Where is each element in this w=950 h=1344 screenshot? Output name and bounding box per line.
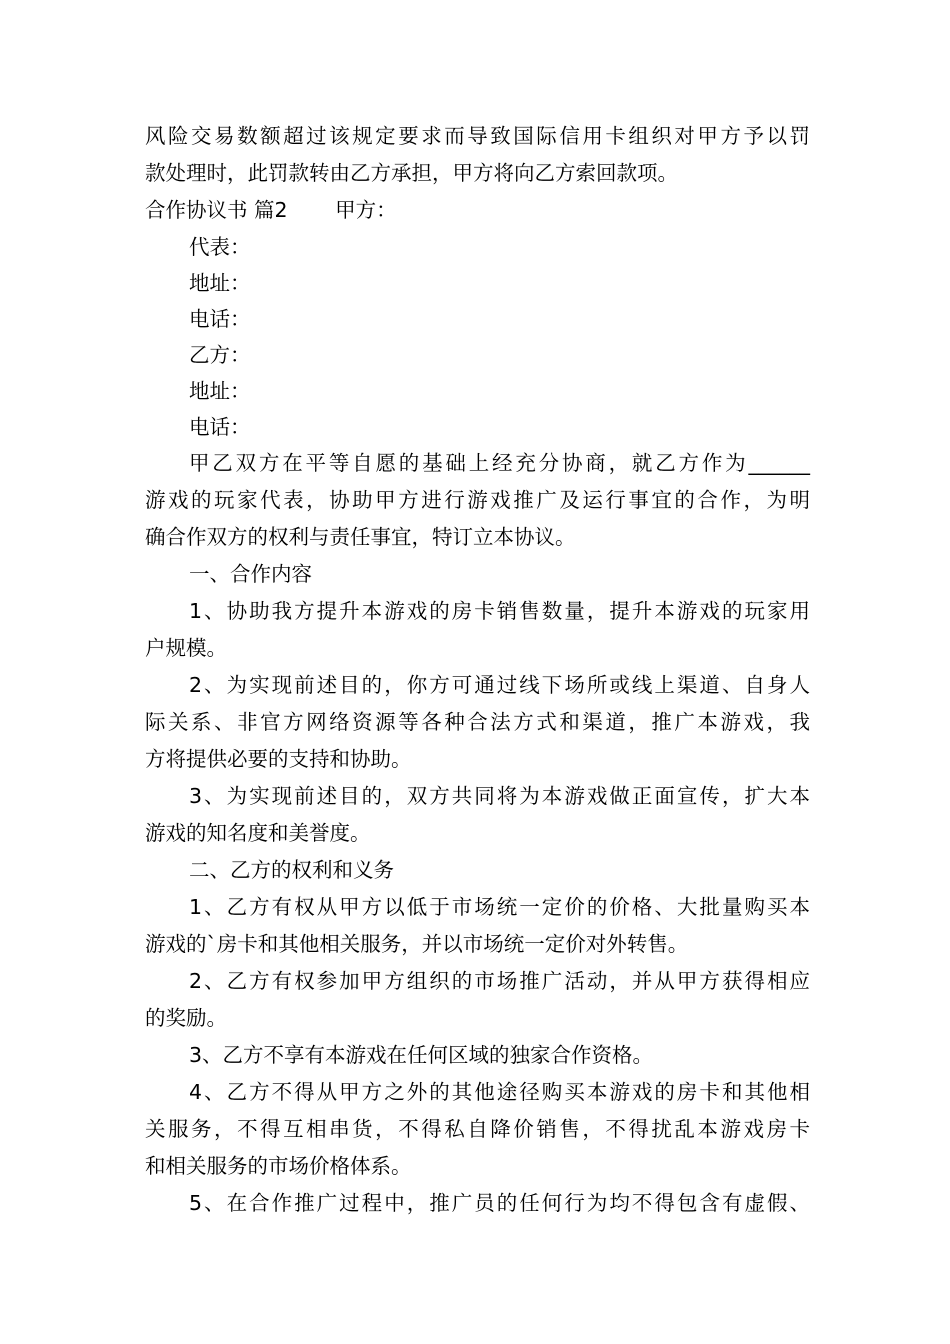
text-line: 确合作双方的权利与责任事宜，特订立本协议。: [145, 525, 576, 549]
text-line: 关服务，不得互相串货，不得私自降价销售，不得扰乱本游戏房卡: [145, 1117, 810, 1141]
text-line: 游戏的玩家代表，协助甲方进行游戏推广及运行事宜的合作，为明: [145, 488, 810, 512]
text-line: 际关系、非官方网络资源等各种合法方式和渠道，推广本游戏，我: [145, 710, 810, 734]
field-label: 乙方：: [189, 343, 251, 367]
field-label: 代表：: [189, 235, 251, 259]
text-line: 1、乙方有权从甲方以低于市场统一定价的价格、大批量购买本: [189, 895, 810, 919]
text-line: 的奖励。: [145, 1006, 227, 1030]
field-label: 电话：: [189, 415, 251, 439]
text-line: 风险交易数额超过该规定要求而导致国际信用卡组织对甲方予以罚: [145, 124, 810, 148]
text-line: 款处理时，此罚款转由乙方承担，甲方将向乙方索回款项。: [145, 161, 678, 185]
field-label: 地址：: [189, 379, 251, 403]
text-line: 游戏的`房卡和其他相关服务，并以市场统一定价对外转售。: [145, 932, 689, 956]
text-line: 游戏的知名度和美誉度。: [145, 821, 371, 845]
text-line: 5、在合作推广过程中，推广员的任何行为均不得包含有虚假、: [189, 1191, 810, 1215]
field-label: 地址：: [189, 271, 251, 295]
text-line: 3、乙方不享有本游戏在任何区域的独家合作资格。: [189, 1043, 654, 1067]
section-heading: 二、乙方的权利和义务: [189, 858, 394, 882]
text-line: 甲乙双方在平等自愿的基础上经充分协商，就乙方作为______: [189, 451, 810, 475]
text-line: 3、为实现前述目的，双方共同将为本游戏做正面宣传，扩大本: [189, 784, 810, 808]
text-line: 2、为实现前述目的，你方可通过线下场所或线上渠道、自身人: [189, 673, 810, 697]
text-line: 4、乙方不得从甲方之外的其他途径购买本游戏的房卡和其他相: [189, 1080, 810, 1104]
text-line: 户规模。: [145, 636, 227, 660]
text-line: 和相关服务的市场价格体系。: [145, 1154, 412, 1178]
section-heading: 合作协议书 篇2 甲方：: [145, 198, 397, 222]
text-line: 2、乙方有权参加甲方组织的市场推广活动，并从甲方获得相应: [189, 969, 810, 993]
text-line: 方将提供必要的支持和协助。: [145, 747, 412, 771]
text-line: 1、协助我方提升本游戏的房卡销售数量，提升本游戏的玩家用: [189, 599, 810, 623]
section-heading: 一、合作内容: [189, 562, 312, 586]
field-label: 电话：: [189, 307, 251, 331]
